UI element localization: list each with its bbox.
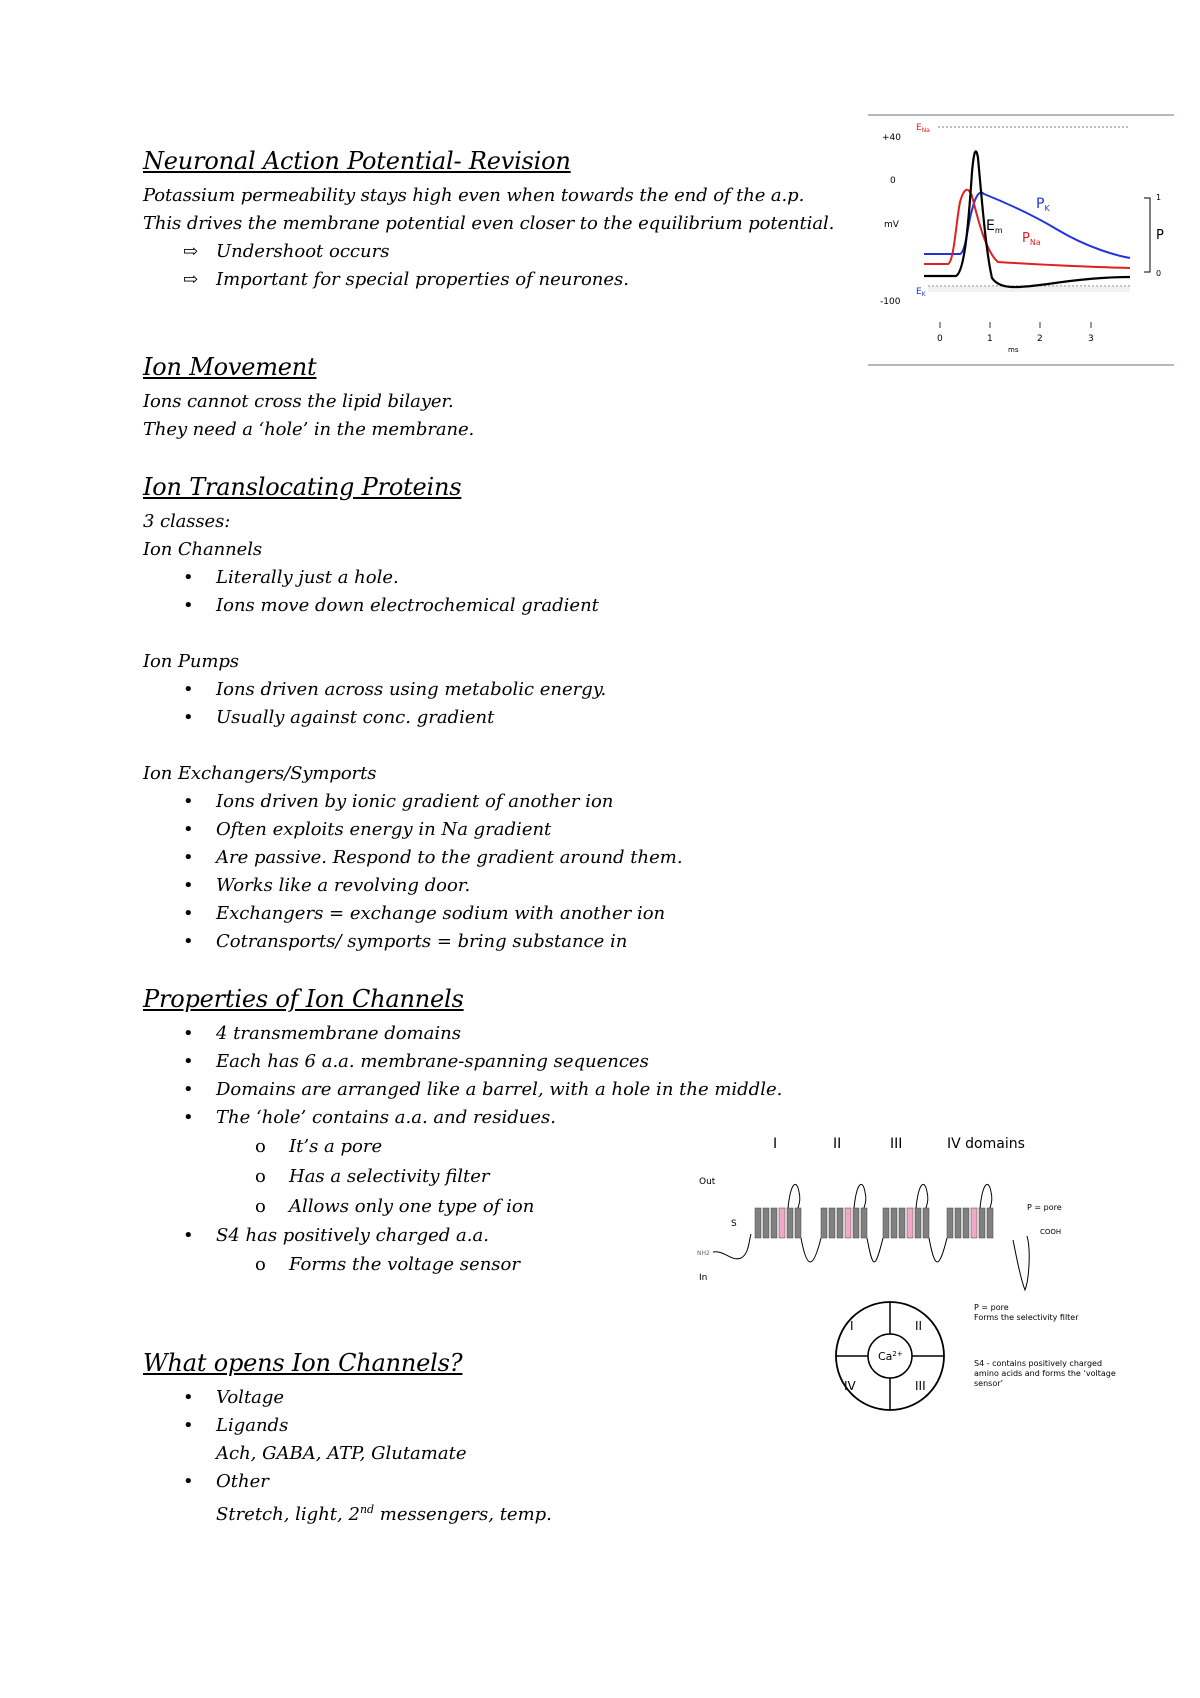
membrane-segment <box>987 1208 993 1238</box>
subheading-ion-pumps: Ion Pumps <box>143 651 239 672</box>
s-label: S <box>731 1219 737 1229</box>
bullet-icon: • <box>183 1051 194 1072</box>
membrane-segment <box>787 1208 793 1238</box>
membrane-segment <box>955 1208 961 1238</box>
section-title-ion-movement: Ion Movement <box>143 353 317 381</box>
bullet-icon: • <box>183 1415 194 1436</box>
ring-note: amino acids and forms the ‘voltage <box>974 1369 1116 1378</box>
membrane-segment <box>755 1208 761 1238</box>
text-line: Ions cannot cross the lipid bilayer. <box>143 391 454 412</box>
domain-group <box>883 1184 947 1262</box>
domain-label: II <box>833 1136 842 1152</box>
p-bracket <box>1144 198 1150 272</box>
pore-loop <box>980 1184 992 1208</box>
bullet-item: • Ions driven by ionic gradient of another ion <box>143 788 903 816</box>
sub-bullet-icon: o <box>255 1166 266 1187</box>
membrane-segment <box>763 1208 769 1238</box>
x-tick-label: 0 <box>937 334 943 344</box>
intracellular-linker <box>801 1238 821 1262</box>
membrane-segment <box>795 1208 801 1238</box>
s4-segment <box>907 1208 913 1238</box>
bullet-item: • Often exploits energy in Na gradient <box>143 816 903 844</box>
bullet-icon: • <box>183 567 194 588</box>
bullet-item: • Exchangers = exchange sodium with another ion <box>143 900 903 928</box>
x-tick-label: 3 <box>1088 334 1094 344</box>
sub-bullet-icon: o <box>255 1136 266 1157</box>
sub-item: o Allows only one type of ion <box>143 1192 903 1222</box>
membrane-segment <box>861 1208 867 1238</box>
bullet-icon: • <box>183 931 194 952</box>
in-label: In <box>699 1273 708 1283</box>
bullet-item: • Other <box>143 1468 903 1496</box>
em-label: $E_m$ <box>986 218 1003 235</box>
bullet-icon: • <box>183 595 194 616</box>
ena-label: $E_{Na}$ <box>916 123 930 134</box>
domain-label: IV domains <box>947 1136 1025 1152</box>
bullet-item: • Literally just a hole. <box>143 564 903 592</box>
s4-segment <box>845 1208 851 1238</box>
pore-loop <box>916 1184 928 1208</box>
bullet-item: • Works like a revolving door. <box>143 872 903 900</box>
s4-segment <box>971 1208 977 1238</box>
x-tick-label: 1 <box>987 334 993 344</box>
quadrant-label: II <box>915 1319 923 1333</box>
bullet-continuation: Stretch, light, 2nd messengers, temp. <box>216 1503 552 1525</box>
bullet-item: • Usually against conc. gradient <box>143 704 903 732</box>
p-top-label: 1 <box>1156 193 1162 202</box>
sub-bullet-icon: o <box>255 1196 266 1217</box>
bullet-item: • Ions driven across using metabolic energy. <box>143 676 903 704</box>
out-label: Out <box>699 1177 716 1187</box>
c-terminus <box>1013 1236 1029 1290</box>
membrane-segment <box>829 1208 835 1238</box>
bullet-continuation: Ach, GABA, ATP, Glutamate <box>216 1443 467 1464</box>
bullet-list <box>143 788 903 956</box>
notes-body <box>143 146 903 1529</box>
quadrant-label: I <box>850 1319 854 1333</box>
bullet-icon: • <box>183 1387 194 1408</box>
sub-bullet-icon: o <box>255 1254 266 1275</box>
bullet-icon: • <box>183 791 194 812</box>
arrow-item: ⇨ Undershoot occurs <box>143 238 903 266</box>
action-potential-figure <box>868 112 1174 368</box>
bullet-item: • S4 has positively charged a.a. <box>143 1222 903 1250</box>
subheading-ion-channels: Ion Channels <box>143 539 262 560</box>
pna-curve <box>924 190 1130 268</box>
x-unit-label: ms <box>1008 346 1019 354</box>
channel-topology-figure <box>695 1130 1145 1300</box>
bullet-item: • Are passive. Respond to the gradient around them. <box>143 844 903 872</box>
bullet-list <box>143 1020 903 1132</box>
bullet-icon: • <box>183 903 194 924</box>
bullet-item: • Domains are arranged like a barrel, with a hole in the middle. <box>143 1076 903 1104</box>
y-tick-label: +40 <box>882 133 901 143</box>
bullet-icon: • <box>183 819 194 840</box>
bullet-icon: • <box>183 1471 194 1492</box>
pk-curve <box>924 193 1130 258</box>
sub-item: o It’s a pore <box>143 1132 903 1162</box>
pk-label: $P_K$ <box>1036 196 1050 213</box>
ring-note: sensor’ <box>974 1379 1004 1388</box>
bullet-list <box>143 564 903 620</box>
bullet-list <box>143 676 903 732</box>
membrane-segment <box>923 1208 929 1238</box>
domain-group <box>947 1184 993 1238</box>
ring-note: P = pore <box>974 1303 1009 1312</box>
y-tick-label: mV <box>884 220 899 230</box>
membrane-segment <box>883 1208 889 1238</box>
s4-segment <box>779 1208 785 1238</box>
domain-label: I <box>773 1136 778 1152</box>
sub-item: o Forms the voltage sensor <box>143 1250 903 1280</box>
sub-item: o Has a selectivity filter <box>143 1162 903 1192</box>
bullet-item: • Cotransports/ symports = bring substance in <box>143 928 903 956</box>
n-terminus <box>713 1234 751 1259</box>
p-bottom-label: 0 <box>1156 269 1162 278</box>
membrane-segment <box>853 1208 859 1238</box>
domain-group <box>755 1184 821 1262</box>
bullet-icon: • <box>183 1079 194 1100</box>
bullet-item: • Voltage <box>143 1384 903 1412</box>
x-tick-label: 2 <box>1037 334 1043 344</box>
quadrant-label: III <box>915 1379 926 1393</box>
section-title-what-opens: What opens Ion Channels? <box>143 1349 463 1377</box>
transmembrane-domains <box>755 1184 993 1262</box>
bullet-icon: • <box>183 875 194 896</box>
text-line: They need a ‘hole’ in the membrane. <box>143 419 475 440</box>
y-tick-label: 0 <box>890 176 896 186</box>
x-axis <box>940 322 1091 328</box>
text-line: Potassium permeability stays high even when towards the end of the a.p. <box>143 185 805 206</box>
domain-group <box>821 1184 883 1262</box>
bullet-item: • Ions move down electrochemical gradient <box>143 592 903 620</box>
membrane-segment <box>963 1208 969 1238</box>
text-line: This drives the membrane potential even closer to the equilibrium potential. <box>143 213 835 234</box>
membrane-segment <box>837 1208 843 1238</box>
bullet-item: • The ‘hole’ contains a.a. and residues. <box>143 1104 903 1132</box>
bullet-item: • Each has 6 a.a. membrane-spanning sequences <box>143 1048 903 1076</box>
arrow-item: ⇨ Important for special properties of neurones. <box>143 266 903 294</box>
membrane-segment <box>915 1208 921 1238</box>
subheading-ion-exchangers: Ion Exchangers/Symports <box>143 763 377 784</box>
section-title-ion-translocating-proteins: Ion Translocating Proteins <box>143 473 462 501</box>
bullet-icon: • <box>183 1023 194 1044</box>
domain-label: III <box>890 1136 903 1152</box>
membrane-segment <box>899 1208 905 1238</box>
arrow-list <box>143 238 903 294</box>
bullet-icon: • <box>183 1225 194 1246</box>
intracellular-linker <box>867 1238 883 1262</box>
p-axis-label: P <box>1156 228 1164 243</box>
membrane-segment <box>979 1208 985 1238</box>
ring-note: S4 - contains positively charged <box>974 1359 1103 1368</box>
membrane-segment <box>947 1208 953 1238</box>
arrow-icon: ⇨ <box>183 269 199 290</box>
arrow-icon: ⇨ <box>183 241 199 262</box>
bullet-item: • Ligands <box>143 1412 903 1440</box>
membrane-segment <box>771 1208 777 1238</box>
cooh-label: COOH <box>1040 1228 1062 1236</box>
section-title-properties: Properties of Ion Channels <box>143 985 464 1013</box>
pore-loop <box>854 1184 866 1208</box>
bullet-icon: • <box>183 679 194 700</box>
section-title-action-potential: Neuronal Action Potential- Revision <box>143 147 571 175</box>
membrane-segment <box>891 1208 897 1238</box>
bullet-icon: • <box>183 1107 194 1128</box>
calcium-label: $Ca^{2+}$ <box>878 1350 903 1363</box>
quadrant-label: IV <box>844 1379 856 1393</box>
bullet-icon: • <box>183 707 194 728</box>
bullet-list <box>143 1468 903 1496</box>
pore-loop <box>788 1184 800 1208</box>
y-tick-label: -100 <box>880 297 901 307</box>
pna-label: $P_{Na}$ <box>1022 231 1041 247</box>
membrane-segment <box>821 1208 827 1238</box>
text-line: 3 classes: <box>143 511 231 532</box>
ring-note: Forms the selectivity filter <box>974 1313 1079 1322</box>
nh2-label: NH2 <box>697 1250 710 1257</box>
bullet-icon: • <box>183 847 194 868</box>
intracellular-linker <box>929 1238 947 1262</box>
pore-ring-figure <box>820 1296 1160 1414</box>
bullet-list <box>143 1384 903 1440</box>
ek-label: $E_K$ <box>916 287 926 298</box>
pore-label: P = pore <box>1027 1203 1062 1212</box>
bullet-item: • 4 transmembrane domains <box>143 1020 903 1048</box>
